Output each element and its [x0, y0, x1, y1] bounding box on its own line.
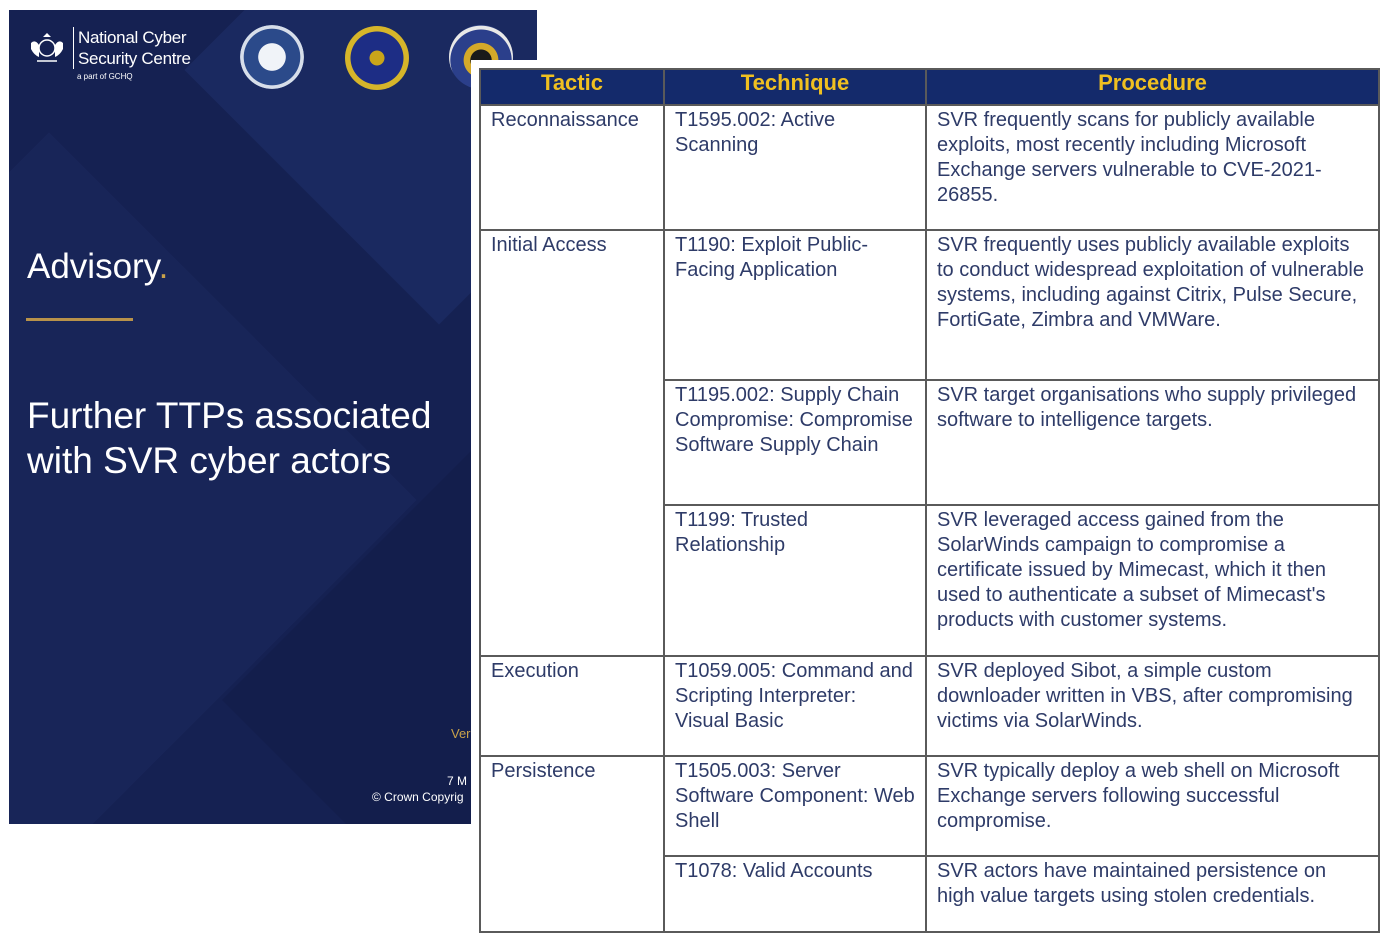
procedure-cell: SVR typically deploy a web shell on Microsoft Exchange servers following successful compromise. — [926, 756, 1379, 856]
technique-cell: T1199: Trusted Relationship — [664, 505, 926, 656]
table-row — [480, 105, 1379, 230]
royal-crest-icon — [27, 31, 67, 65]
doc-type-dot: . — [158, 247, 169, 286]
table-row — [480, 756, 1379, 856]
table-row — [480, 656, 1379, 756]
cover-version: Ver — [451, 726, 471, 741]
technique-cell: T1595.002: Active Scanning — [664, 105, 926, 230]
cover-date: 7 M — [447, 774, 468, 788]
cisa-seal-icon — [240, 25, 304, 89]
technique-cell: T1195.002: Supply Chain Compromise: Compromise Software Supply Chain — [664, 380, 926, 505]
table-row — [480, 230, 1379, 380]
fbi-seal-icon — [345, 26, 409, 90]
technique-cell: T1078: Valid Accounts — [664, 856, 926, 932]
org-name — [73, 27, 191, 69]
org-name-line2: Security Centre — [78, 49, 191, 68]
tactic-cell: Reconnaissance — [480, 105, 664, 230]
procedure-cell: SVR leveraged access gained from the SolarWinds campaign to compromise a certificate issued by Mimecast, which it then used to authenticate a subset of Mimecast's products with customer systems. — [926, 505, 1379, 656]
technique-cell: T1190: Exploit Public-Facing Application — [664, 230, 926, 380]
procedure-cell: SVR deployed Sibot, a simple custom downloader written in VBS, after compromising victims via SolarWinds. — [926, 656, 1379, 756]
cover-title — [27, 393, 497, 483]
cover-copyright: © Crown Copyrig — [372, 790, 464, 804]
procedure-cell: SVR actors have maintained persistence on high value targets using stolen credentials. — [926, 856, 1379, 932]
cover-title-line1: Further TTPs associated — [27, 395, 432, 436]
technique-cell: T1505.003: Server Software Component: Web Shell — [664, 756, 926, 856]
cover-page — [9, 10, 537, 824]
org-name-line1: National Cyber — [78, 28, 187, 47]
technique-cell: T1059.005: Command and Scripting Interpreter: Visual Basic — [664, 656, 926, 756]
header-technique: Technique — [664, 69, 926, 105]
tactic-cell: Initial Access — [480, 230, 664, 656]
ttp-table — [479, 68, 1380, 933]
gold-divider — [26, 318, 133, 321]
doc-type-heading — [27, 247, 168, 287]
header-tactic: Tactic — [480, 69, 664, 105]
header-procedure: Procedure — [926, 69, 1379, 105]
cover-title-line2: with SVR cyber actors — [27, 440, 391, 481]
procedure-cell: SVR frequently uses publicly available exploits to conduct widespread exploitation of vulnerable systems, including against Citrix, Pulse Secure, FortiGate, Zimbra and VMWare. — [926, 230, 1379, 380]
procedure-cell: SVR target organisations who supply privileged software to intelligence targets. — [926, 380, 1379, 505]
table-header-row — [480, 69, 1379, 105]
procedure-cell: SVR frequently scans for publicly available exploits, most recently including Microsoft Exchange servers vulnerable to CVE-2021-26855. — [926, 105, 1379, 230]
tactic-cell: Execution — [480, 656, 664, 756]
table-page — [471, 60, 1390, 946]
doc-type-label: Advisory — [27, 247, 159, 286]
ncsc-logo — [27, 27, 207, 87]
org-subtitle: a part of GCHQ — [77, 72, 133, 81]
tactic-cell: Persistence — [480, 756, 664, 932]
